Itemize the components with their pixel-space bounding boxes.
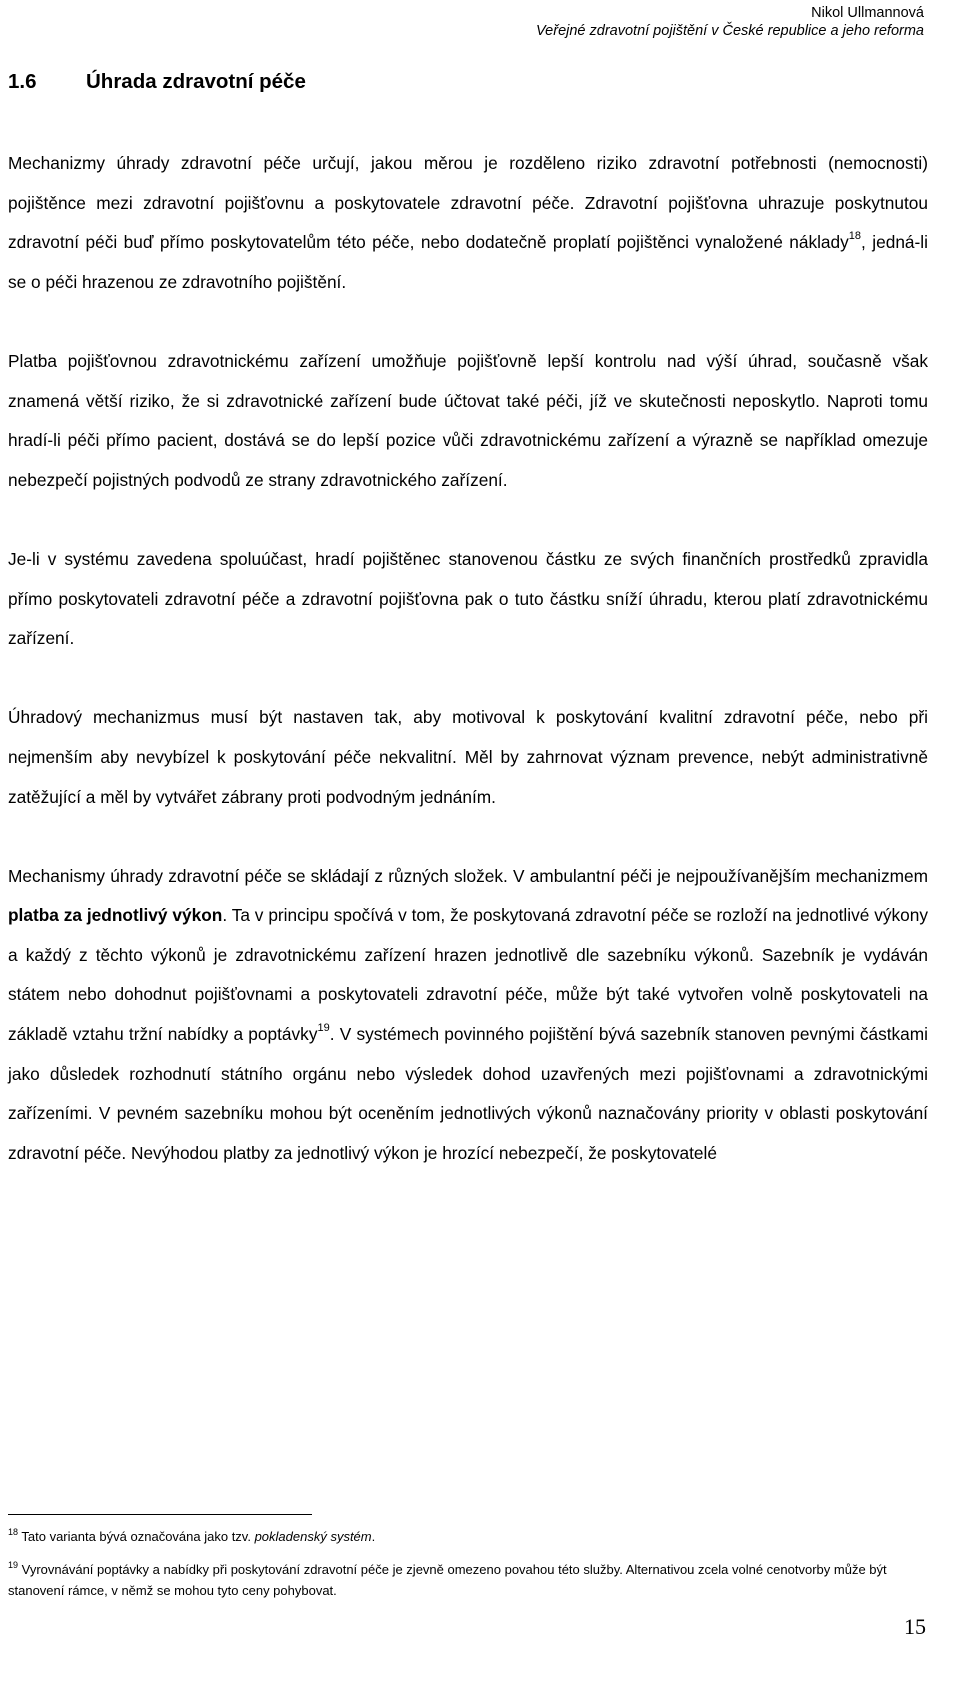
footnote-18-text: Tato varianta bývá označována jako tzv. [18,1529,255,1544]
footnote-19-marker: 19 [8,1559,19,1570]
paragraph-1-text-a: Mechanizmy úhrady zdravotní péče určují, jakou měrou je rozděleno riziko zdravotní potřebnosti (nemocnosti) pojištěnce mezi zdravotní pojišťovnu a poskytovatele zdravotní péče. Zdravotní pojišťovna uhrazuje poskytnutou zdravotní péči buď přímo poskytovatelům této péče, nebo dodatečně proplatí pojištěnci vynaložené náklady [8,153,928,253]
footnotes [8,1526,928,1613]
footnote-19-text: Vyrovnávání poptávky a nabídky při poskytování zdravotní péče je zjevně omezeno povahou této služby. Alternativou zcela volné cenotvorby může být stanovení rámce, v němž se mohou tyto ceny pohybovat. [8,1562,887,1598]
header-subtitle: Veřejné zdravotní pojištění v České republice a jeho reforma [536,23,924,39]
paragraph-5 [8,857,928,1174]
paragraph-5-bold-term: platba za jednotlivý výkon [8,905,223,926]
footnote-18-italic: pokladenský systém [254,1529,372,1544]
paragraph-4: Úhradový mechanizmus musí být nastaven tak, aby motivoval k poskytování kvalitní zdravotní péče, nebo při nejmenším aby nevybízel k poskytování péče nekvalitní. Měl by zahrnovat význam prevence, nebýt administrativně zatěžující a měl by vytvářet zábrany proti podvodným jednáním. [8,707,928,807]
paragraph-5-text-b: . Ta v principu spočívá v tom, že poskytovaná zdravotní péče se rozloží na jednotlivé výkony a každý z těchto výkonů je zdravotnickému zařízení hrazen jednotlivě dle sazebníku výkonů. Sazebník je vydáván státem nebo dohodnut pojišťovnami a poskytovateli zdravotní péče, může být také vytvořen volně poskytovateli na základě vztahu tržní nabídky a poptávky [8,905,929,1045]
body-text [8,144,928,1213]
section-title: Úhrada zdravotní péče [86,70,306,93]
footnote-ref-18: 18 [848,230,862,243]
header-author: Nikol Ullmannová [811,5,924,21]
footnote-19 [8,1559,928,1601]
footnote-18-marker: 18 [8,1526,19,1537]
paragraph-1-text-b: , jedná-li se o péči hrazenou ze zdravotního pojištění. [8,232,928,292]
paragraph-1 [8,144,928,302]
footnote-18 [8,1526,928,1547]
section-number: 1.6 [8,70,37,93]
paragraph-5-text-a: Mechanismy úhrady zdravotní péče se skládají z různých složek. V ambulantní péči je nejpoužívanějším mechanizmem [8,865,928,886]
page-number: 15 [904,1614,926,1639]
paragraph-5-text-c: . V systémech povinného pojištění bývá sazebník stanoven pevnými částkami jako důsledek rozhodnutí státního orgánu nebo výsledek dohod uzavřených mezi pojišťovnami a zdravotnickými zařízeními. V pevném sazebníku mohou být oceněním jednotlivých výkonů naznačovány priority v oblasti poskytování zdravotní péče. Nevýhodou platby za jednotlivý výkon je hrozící nebezpečí, že poskytovatelé [8,1024,929,1163]
running-header [536,4,924,40]
section-heading [8,70,306,94]
paragraph-3: Je-li v systému zavedena spoluúčast, hradí pojištěnec stanovenou částku ze svých finančních prostředků zpravidla přímo poskytovateli zdravotní péče a zdravotní pojišťovna pak o tuto částku sníží úhradu, kterou platí zdravotnickému zařízení. [8,548,928,649]
footnote-ref-19: 19 [317,1022,330,1035]
footnote-separator [8,1514,312,1515]
paragraph-2: Platba pojišťovnou zdravotnickému zařízení umožňuje pojišťovně lepší kontrolu nad výší úhrad, současně však znamená větší riziko, že si zdravotnické zařízení bude účtovat také péči, jíž ve skutečnosti neposkytlo. Naproti tomu hradí-li péči přímo pacient, dostává se do lepší pozice vůči zdravotnickému zařízení a výrazně se například omezuje nebezpečí pojistných podvodů ze strany zdravotnického zařízení. [8,350,928,490]
footnote-18-end: . [371,1529,376,1544]
